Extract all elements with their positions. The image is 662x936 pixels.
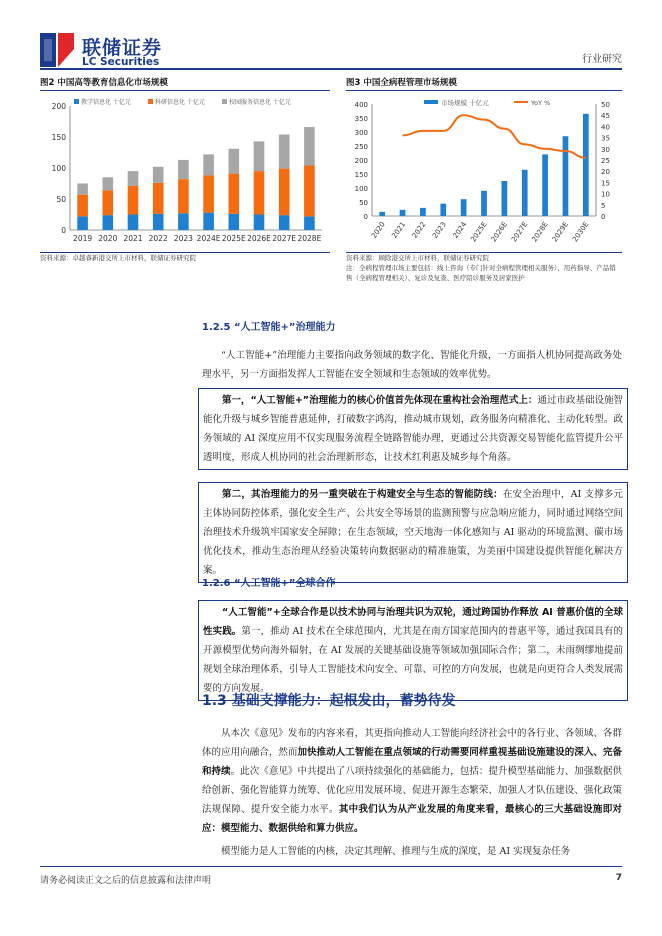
para-2-body: 通过市政基础设施智能化升级与城乡智能普惠延伸，打破数字鸿沟，推动城市规划，政务服务向精准化、主动化转型。政务领域的 AI 深度应用不仅实现服务流程全链路智能办理，更通过公共资源交易智能化监管提升公平透明度，形成人机协同的社会治理新形态，让技术红利惠及城乡每个角落。 — [203, 395, 623, 463]
y-left-tick-label-7: 350 — [354, 115, 368, 123]
y-right-tick-label-1: 5 — [601, 201, 606, 210]
bar-2026E-series-2 — [254, 141, 265, 171]
bar-2022-series-1 — [153, 183, 164, 214]
section-1-3-para-1 — [202, 724, 622, 838]
section-1-3-para-2: 模型能力是人工智能的内核，决定其理解、推理与生成的深度，是 AI 实现复杂任务 — [221, 846, 571, 857]
y-left-tick-label-2: 100 — [354, 185, 368, 193]
x-tick-label-2027E: 2027E — [510, 220, 530, 244]
section-1-2-6-title: 1.2.6 “人工智能+”全球合作 — [202, 578, 336, 589]
x-tick-label-2019: 2019 — [73, 234, 93, 243]
y-right-tick-label-5: 25 — [601, 157, 610, 165]
para-5-d: 其中我们认为从产业发展的角度来看，最核心的三大基础设施即对应：模型能力、数据供给和算力供应。 — [202, 804, 622, 834]
y-right-tick-label-0: 0 — [601, 213, 606, 221]
section-1-3-title: 1.3 基础支撑能力：起根发由，蓄势待发 — [202, 693, 456, 709]
y-left-tick-label-4: 200 — [354, 157, 368, 165]
bar-2029E — [563, 136, 569, 216]
bar-2025E-series-0 — [229, 214, 240, 230]
y-right-tick-label-6: 30 — [601, 145, 610, 154]
bar-2023-series-1 — [178, 179, 189, 213]
legend-label-0: 教学信息化 十亿元 — [81, 99, 131, 106]
y-tick-label-0: 0 — [61, 226, 66, 235]
bar-2020-series-2 — [103, 177, 114, 190]
x-tick-label-2024E: 2024E — [196, 234, 221, 243]
bar-2027E-series-0 — [279, 215, 290, 230]
yoy-line — [403, 115, 586, 158]
fig2-chart — [40, 94, 330, 250]
para-2-lead: 第一，“人工智能+”治理能力的核心价值首先体现在重构社会治理范式上： — [222, 395, 538, 406]
y-left-tick-label-5: 250 — [354, 143, 368, 151]
x-tick-label-2021: 2021 — [390, 220, 408, 240]
section-1-2-5-title: 1.2.5 “人工智能+”治理能力 — [202, 322, 336, 333]
bar-2024E-series-2 — [203, 154, 214, 175]
legend-label-2: 校园服务信息化 十亿元 — [229, 99, 291, 106]
y-right-tick-label-3: 15 — [601, 179, 610, 188]
legend-swatch-0 — [74, 99, 79, 104]
x-tick-label-2026E: 2026E — [489, 220, 510, 244]
y-right-tick-label-2: 10 — [601, 190, 610, 199]
bar-2020-series-1 — [103, 190, 114, 215]
y-left-tick-label-1: 50 — [359, 199, 368, 207]
legend-label-bar: 市场规模 十亿元 — [441, 99, 489, 107]
bar-2027E-series-2 — [279, 135, 290, 169]
x-tick-label-2022: 2022 — [410, 220, 428, 240]
x-tick-label-2023: 2023 — [431, 220, 448, 240]
bar-2026E-series-1 — [254, 171, 265, 214]
bar-2027E — [522, 170, 528, 216]
report-type-label: 行业研究 — [582, 54, 622, 65]
y-left-tick-label-8: 400 — [354, 101, 368, 109]
brand-name-en: LC Securities — [82, 56, 160, 68]
para-3-body: 在安全治理中，AI 支撑多元主体协同防控体系，强化安全生产、公共安全等场景的监测预警与应急响应能力，同时通过网络空间治理技术升级筑牢国家安全屏障；在生态领域，空天地海一体化感知与 AI 驱动的环境监测、碳市场优化技术，推动生态治理从经验决策转向数据驱动的精准施策，为美丽中国建设提供智能化解决方案。 — [203, 489, 623, 576]
bar-2030E — [583, 114, 589, 216]
bar-2021-series-1 — [128, 186, 139, 215]
x-tick-label-2021: 2021 — [123, 234, 143, 243]
legend-swatch-2 — [222, 99, 227, 104]
y-right-tick-label-4: 20 — [601, 168, 610, 177]
x-tick-label-2025E: 2025E — [469, 220, 489, 244]
lc-securities-logo-icon — [40, 33, 74, 67]
y-tick-label-2: 100 — [51, 164, 66, 173]
y-tick-label-3: 150 — [51, 133, 66, 142]
fig2-title: 图2 中国高等教育信息化市场规模 — [40, 78, 168, 88]
x-tick-label-2023: 2023 — [173, 234, 193, 243]
page-number: 7 — [615, 873, 622, 883]
x-tick-label-2029E: 2029E — [550, 220, 571, 244]
bar-2020-series-0 — [103, 215, 114, 230]
y-tick-label-4: 200 — [51, 102, 66, 111]
bar-2022-series-2 — [153, 167, 164, 183]
section-1-2-5-para-1: “人工智能+”治理能力主要指向政务领域的数字化、智能化升级，一方面指人机协同提高政务处理水平，另一方面指发挥人工智能在安全领域和生态领域的效率优势。 — [202, 350, 622, 380]
y-right-tick-label-10: 50 — [601, 101, 610, 109]
bar-2021 — [400, 210, 406, 216]
fig3-source: 资料来源：顾除港交所上市材料，联储证券研究院 — [346, 254, 489, 262]
brand-name-cn: 联储证券 — [82, 37, 163, 59]
bar-2027E-series-1 — [279, 169, 290, 216]
legend-swatch-1 — [148, 99, 153, 104]
y-left-tick-label-3: 150 — [354, 171, 368, 179]
footer-divider — [40, 866, 622, 867]
header-divider — [40, 68, 622, 70]
para-5-a: 从本次《意见》发布的内容来看，其更指向推动人工智能向经济社会中的各行业、各领域、各群体的应用向融合，然而 — [202, 728, 622, 758]
bar-2021-series-0 — [128, 215, 139, 231]
y-right-tick-label-8: 40 — [601, 123, 610, 132]
bar-2023 — [440, 204, 446, 216]
y-tick-label-1: 50 — [56, 195, 66, 204]
fig3-chart — [346, 94, 622, 252]
fig2-title-rule — [40, 90, 330, 91]
bar-2025E — [481, 191, 487, 216]
bar-2024E-series-0 — [203, 213, 214, 230]
fig3-title-rule — [346, 90, 622, 91]
bar-2024 — [461, 199, 467, 216]
bar-2023-series-2 — [178, 160, 189, 179]
x-tick-label-2028E: 2028E — [530, 220, 550, 244]
para-3-lead: 第二，其治理能力的另一重突破在于构建安全与生态的智能防线： — [222, 489, 503, 500]
legend-swatch-bar — [424, 100, 438, 104]
legend-label-1: 科研信息化 十亿元 — [155, 99, 205, 106]
x-tick-label-2024: 2024 — [451, 220, 469, 240]
bar-2023-series-0 — [178, 213, 189, 230]
x-tick-label-2028E: 2028E — [297, 234, 322, 243]
y-left-tick-label-0: 0 — [363, 213, 368, 221]
fig3-bottom-rule — [346, 252, 622, 253]
x-tick-label-2026E: 2026E — [247, 234, 271, 243]
x-tick-label-2022: 2022 — [148, 234, 168, 243]
x-tick-label-2020: 2020 — [98, 234, 118, 243]
para-5-b: 加快推动人工智能在重点领域的行动需要同样重视基础设施建设的深入、完备和持续 — [202, 747, 622, 777]
bar-2019-series-1 — [77, 195, 88, 217]
bar-2028E — [542, 154, 548, 216]
x-tick-label-2025E: 2025E — [221, 234, 246, 243]
bar-2026E — [502, 181, 508, 216]
bar-2020 — [379, 212, 385, 216]
section-1-2-6-para-1 — [198, 600, 628, 701]
bar-2028E-series-0 — [304, 216, 315, 230]
para-5-c: 。此次《意见》中共提出了八项持续强化的基础能力，包括：提升模型基础能力、加强数据供给创新、强化智能算力统筹、优化应用发展环境、促进开源生态繁荣、加强人才队伍建设、强化政策法规保障、提升安全能力水平。 — [202, 766, 622, 815]
bar-2025E-series-2 — [229, 149, 240, 174]
fig3-title: 图3 中国全病程管理市场规模 — [346, 78, 457, 88]
fig2-bottom-rule — [40, 252, 330, 253]
bar-2025E-series-1 — [229, 174, 240, 214]
bar-2028E-series-2 — [304, 127, 315, 165]
bar-2019-series-2 — [77, 184, 88, 195]
y-left-tick-label-6: 300 — [354, 129, 368, 137]
para-4-lead: “人工智能”+全球合作是以技术协同与治理共识为双轮，通过跨国协作释放 AI 普惠价值的全球性实践。 — [203, 607, 623, 637]
section-1-2-5-para-3 — [198, 482, 628, 583]
y-right-tick-label-9: 45 — [601, 112, 610, 121]
x-tick-label-2020: 2020 — [370, 220, 387, 240]
bar-2024E-series-1 — [203, 175, 214, 212]
bar-2022 — [420, 208, 426, 216]
y-right-tick-label-7: 35 — [601, 134, 610, 143]
x-tick-label-2027E: 2027E — [272, 234, 297, 243]
x-tick-label-2030E: 2030E — [571, 220, 591, 244]
footer-disclaimer: 请务必阅读正文之后的信息披露和法律声明 — [40, 876, 212, 886]
bar-2026E-series-0 — [254, 215, 265, 231]
section-1-2-5-para-2 — [198, 388, 628, 470]
bar-2028E-series-1 — [304, 166, 315, 217]
fig3-note: 注：全病程管理市场主要包括：线上咨询（专门针对全病程管理相关服务）、用药指导、产品销售（全病程管理相关）、复诊及复查、医疗陪诊服务及居家医护 — [346, 264, 616, 282]
bar-2019-series-0 — [77, 216, 88, 230]
bar-2021-series-2 — [128, 171, 139, 186]
legend-label-line: YoY % — [531, 99, 551, 107]
bar-2022-series-0 — [153, 214, 164, 230]
para-4-body: 第一，推动 AI 技术在全球范围内，尤其是在南方国家范围内的普惠平等，通过我国具有的开源模型优势向海外辐射，在 AI 发展的关键基础设施等领域加强国际合作；第二，未雨绸缪地提前规划全球治理体系，引导人工智能技术向安全、可靠、可控的方向发展，也就是向更符合人类发展需要的方向发展。 — [203, 626, 623, 694]
fig2-source: 资料来源：卓越睿新港交所上市材料，联储证券研究院 — [40, 254, 196, 262]
